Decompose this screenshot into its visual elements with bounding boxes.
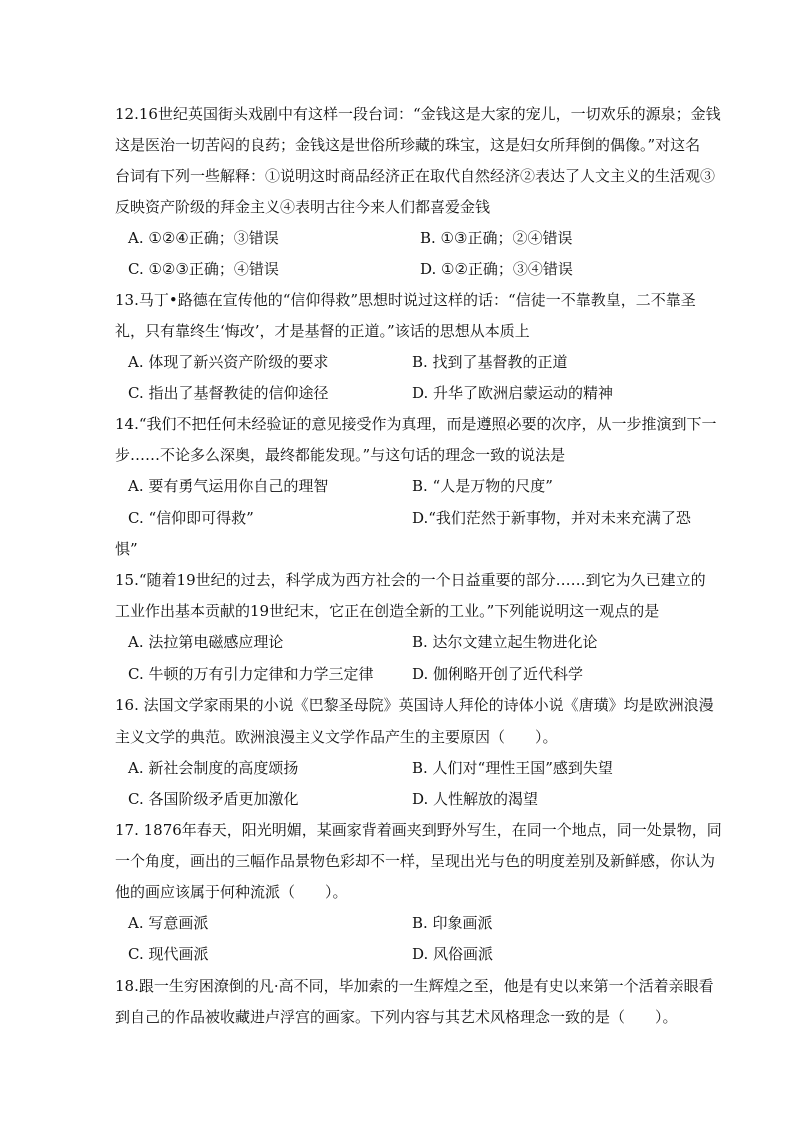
q17-line-3: 他的画应该属于何种流派（ ）。 — [115, 883, 348, 901]
q13-option-d: D. 升华了欧洲启蒙运动的精神 — [412, 384, 614, 402]
q17-line-1: 17. 1876年春天，阳光明媚，某画家背着画夹到野外写生，在同一个地点，同一处景物，同 — [115, 821, 722, 839]
q16-option-b: B. 人们对“理性王国”感到失望 — [412, 759, 613, 777]
q12-option-b: B. ①③正确；②④错误 — [420, 229, 573, 247]
q12-line-3: 台词有下列一些解释：①说明这时商品经济正在取代自然经济②表达了人文主义的生活观③ — [115, 167, 716, 185]
q16-line-2: 主义文学的典范。欧洲浪漫主义文学作品产生的主要原因（ ）。 — [115, 728, 558, 746]
q15-line-2: 工业作出基本贡献的19世纪末，它正在创造全新的工业。”下列能说明这一观点的是 — [115, 602, 660, 620]
q12-line-4: 反映资产阶级的拜金主义④表明古往今来人们都喜爱金钱 — [115, 198, 491, 216]
q13-line-1: 13.马丁•路德在宣传他的“信仰得救”思想时说过这样的话：“信徒一不靠教皇，二不靠圣 — [115, 291, 696, 309]
q17-option-a: A. 写意画派 — [128, 914, 209, 932]
q13-option-a: A. 体现了新兴资产阶级的要求 — [128, 353, 329, 371]
q12-line-2: 这是医治一切苦闷的良药；金钱这是世俗所珍藏的珠宝，这是妇女所拜倒的偶像。”对这名 — [115, 136, 701, 154]
q17-option-d: D. 风俗画派 — [412, 945, 494, 963]
q15-line-1: 15.“随着19世纪的过去，科学成为西方社会的一个日益重要的部分……到它为久已建立的 — [115, 571, 706, 589]
q12-option-c: C. ①②③正确；④错误 — [128, 260, 279, 278]
q14-option-c: C. “信仰即可得救” — [128, 509, 254, 527]
q16-line-1: 16. 法国文学家雨果的小说《巴黎圣母院》英国诗人拜伦的诗体小说《唐璜》均是欧洲浪漫 — [115, 696, 714, 714]
q13-line-2: 礼，只有靠终生‘悔改’，才是基督的正道。”该话的思想从本质上 — [115, 322, 530, 340]
q17-line-2: 一个角度，画出的三幅作品景物色彩却不一样，呈现出光与色的明度差别及新鲜感，你认为 — [115, 852, 716, 870]
q14-option-d-continued: 惧” — [115, 540, 138, 558]
q14-option-d: D.“我们茫然于新事物，并对未来充满了恐 — [412, 509, 691, 527]
q14-option-a: A. 要有勇气运用你自己的理智 — [128, 477, 329, 495]
q16-option-d: D. 人性解放的渴望 — [412, 790, 539, 808]
q14-line-1: 14.“我们不把任何未经验证的意见接受作为真理，而是遵照必要的次序，从一步推演到下一 — [115, 415, 717, 433]
q13-option-b: B. 找到了基督教的正道 — [412, 353, 568, 371]
q18-line-1: 18.跟一生穷困潦倒的凡·高不同，毕加索的一生辉煌之至，他是有史以来第一个活着亲眼看 — [115, 977, 714, 995]
q15-option-a: A. 法拉第电磁感应理论 — [128, 633, 284, 651]
q17-option-c: C. 现代画派 — [128, 945, 209, 963]
q15-option-c: C. 牛顿的万有引力定律和力学三定律 — [128, 665, 374, 683]
q12-line-1: 12.16世纪英国街头戏剧中有这样一段台词：“金钱这是大家的宠儿，一切欢乐的源泉；金钱 — [115, 105, 721, 123]
q14-option-b: B. “人是万物的尺度” — [412, 477, 553, 495]
q12-option-a: A. ①②④正确；③错误 — [128, 229, 279, 247]
q17-option-b: B. 印象画派 — [412, 914, 493, 932]
q15-option-b: B. 达尔文建立起生物进化论 — [412, 633, 598, 651]
q14-line-2: 步……不论多么深奥，最终都能发现。”与这句话的理念一致的说法是 — [115, 446, 566, 464]
q18-line-2: 到自己的作品被收藏进卢浮宫的画家。下列内容与其艺术风格理念一致的是（ ）。 — [115, 1008, 678, 1026]
q15-option-d: D. 伽俐略开创了近代科学 — [412, 665, 584, 683]
q12-option-d: D. ①②正确；③④错误 — [420, 260, 573, 278]
q13-option-c: C. 指出了基督教徒的信仰途径 — [128, 384, 329, 402]
q16-option-a: A. 新社会制度的高度颂扬 — [128, 759, 299, 777]
q16-option-c: C. 各国阶级矛盾更加激化 — [128, 790, 299, 808]
